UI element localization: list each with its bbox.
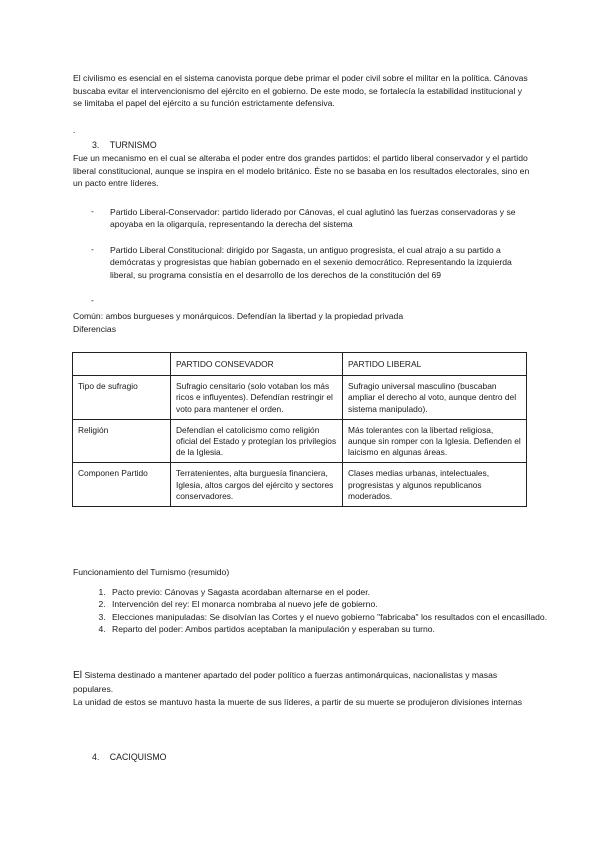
table-cell: Más tolerantes con la libertad religiosa, aunque sin romper con la Iglesia. Defienden el laicismo en algunas áreas. xyxy=(343,419,527,463)
table-header-cell: PARTIDO CONSEVADOR xyxy=(171,353,343,376)
table-header-cell: PARTIDO LIBERAL xyxy=(343,353,527,376)
stray-dot: . xyxy=(73,125,76,135)
table-header-cell xyxy=(73,353,171,376)
comun-line: Común: ambos burgueses y monárquicos. Defendían la libertad y la propiedad privada xyxy=(73,311,404,321)
table-cell: Clases medias urbanas, intelectuales, progresistas y algunos republicanos moderados. xyxy=(343,463,527,507)
table-header-row xyxy=(73,353,527,376)
list-item: 2. Intervención del rey: El monarca nombraba al nuevo jefe de gobierno. xyxy=(108,598,548,610)
funcionamiento-title: Funcionamiento del Turnismo (resumido) xyxy=(73,567,230,577)
table-cell: Religión xyxy=(73,419,171,463)
bullet-conservador: Partido Liberal-Conservador: partido liderado por Cánovas, el cual aglutinó las fuerzas conservadoras y se apoyaba en la oligarquía, representando la derecha del sistema xyxy=(110,207,516,230)
section-3-heading xyxy=(92,139,157,151)
list-item: 1. Pacto previo: Cánovas y Sagasta acordaban alternarse en el poder. xyxy=(108,586,548,598)
differences-table xyxy=(72,352,527,507)
table-cell: Defendían el catolicismo como religión oficial del Estado y protegían los privilegios de la Iglesia. xyxy=(171,419,343,463)
closing-rest: Sistema destinado a mantener apartado del poder político a fuerzas antimonárquicas, nacionalistas y masas populares. xyxy=(73,670,498,694)
closing-paragraph-2: La unidad de estos se mantuvo hasta la muerte de sus líderes, a partir de su muerte se produjeron divisiones internas xyxy=(73,697,523,707)
section-4-heading xyxy=(92,751,167,763)
funcionamiento-list xyxy=(92,586,548,636)
section-4-number: 4. xyxy=(92,752,100,762)
bullet-constitucional: Partido Liberal Constitucional: dirigido por Sagasta, un antiguo progresista, el cual atrajo a su partido a demócratas y progresistas que habían gobernado en el sexenio democrático. Representando la izquierda liberal, su programa consistía en el desarrollo de los derechos de la constitución del 69 xyxy=(110,245,512,280)
closing-first-word: El xyxy=(73,670,83,681)
table-row xyxy=(73,376,527,420)
section-3-number: 3. xyxy=(92,140,100,150)
section-4-title: CACIQUISMO xyxy=(109,752,167,762)
list-item: 4. Reparto del poder: Ambos partidos aceptaban la manipulación y esperaban su turno. xyxy=(108,623,548,635)
table-cell: Sufragio universal masculino (buscaban ampliar el derecho al voto, aunque dentro del sistema manipulado). xyxy=(343,376,527,420)
table-cell: Sufragio censitario (solo votaban los más ricos e influyentes). Defendían restringir el voto para mantener el orden. xyxy=(171,376,343,420)
list-item: 3. Elecciones manipuladas: Se disolvían las Cortes y el nuevo gobierno "fabricaba" los resultados con el encasillado. xyxy=(108,611,548,623)
closing-paragraph-1 xyxy=(73,669,533,695)
table-cell: Terratenientes, alta burguesía financiera, Iglesia, altos cargos del ejército y sectores conservadores. xyxy=(171,463,343,507)
table-cell: Componen Partido xyxy=(73,463,171,507)
table-cell: Tipo de sufragio xyxy=(73,376,171,420)
bullet-marker-2: - xyxy=(91,244,94,254)
turnismo-paragraph: Fue un mecanismo en el cual se alteraba el poder entre dos grandes partidos: el partido liberal conservador y el partido liberal constitucional, aunque se inspira en el modelo británico. Éste no se basaba en los resultados electorales, sino en un pacto entre líderes. xyxy=(73,153,530,189)
diferencias-label: Diferencias xyxy=(73,324,116,334)
table-row xyxy=(73,463,527,507)
table-row xyxy=(73,419,527,463)
intro-paragraph: El civilismo es esencial en el sistema canovista porque debe primar el poder civil sobre el militar en la política. Cánovas buscaba evitar el intervencionismo del ejército en el gobierno. De este modo, se fortalecía la estabilidad institucional y se limitaba el papel del ejército a su función estrictamente defensiva. xyxy=(73,73,528,109)
bullet-marker-3: - xyxy=(91,295,94,305)
section-3-title: TURNISMO xyxy=(109,140,157,150)
bullet-marker-1: - xyxy=(91,206,94,216)
